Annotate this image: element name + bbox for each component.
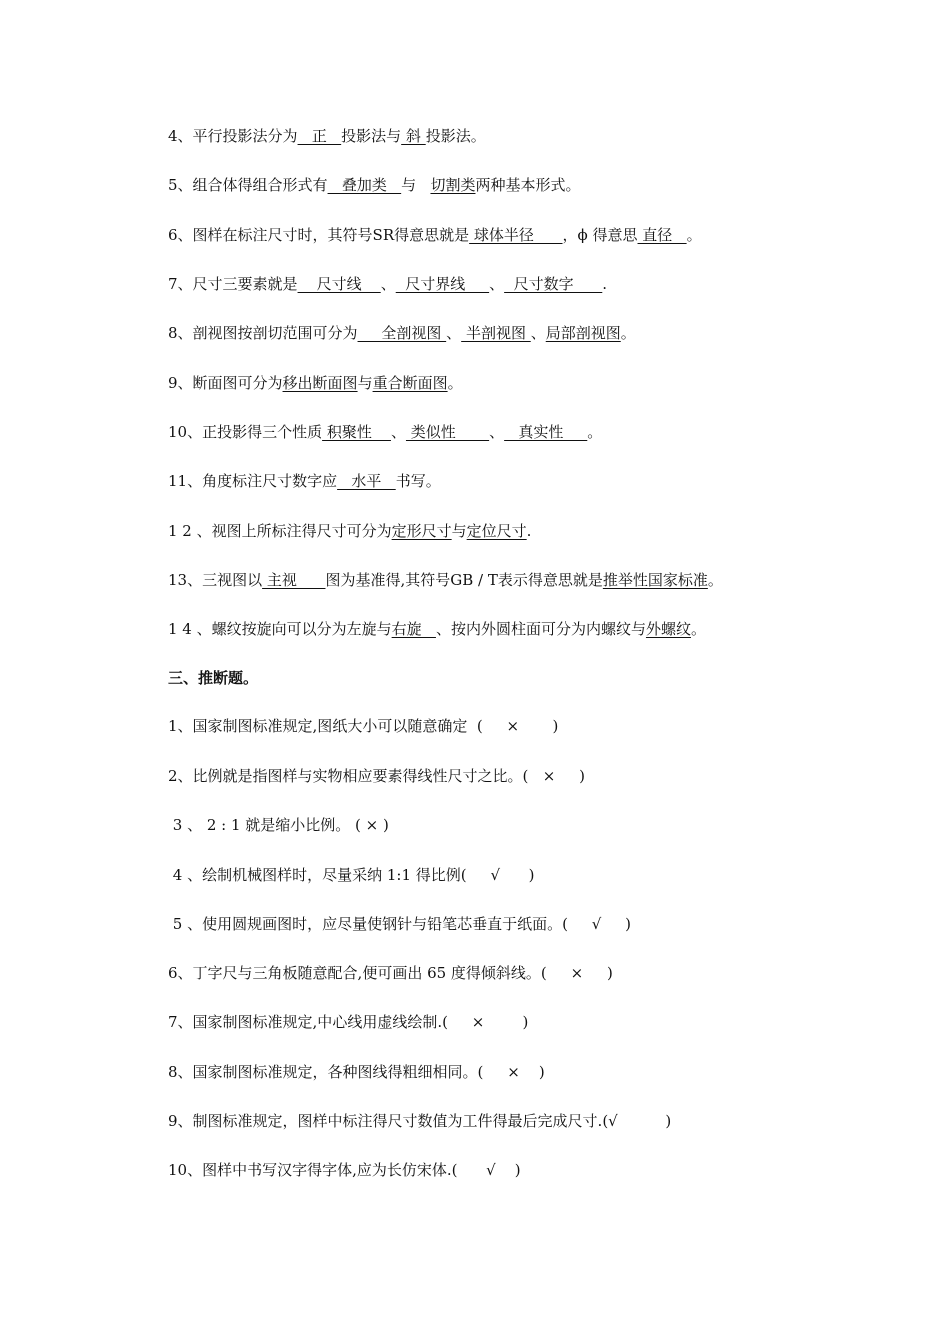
question-text: 4、平行投影法分为	[168, 127, 298, 145]
answer-blank: 叠加类	[327, 176, 402, 194]
fill-in-question	[168, 471, 441, 491]
question-text: 8、剖视图按剖切范围可分为	[168, 324, 358, 342]
fill-in-question	[168, 619, 706, 639]
fill-in-question	[168, 175, 581, 195]
question-text: 11、角度标注尺寸数字应	[168, 472, 338, 490]
answer-blank: 水平	[337, 472, 396, 490]
question-text: 6、图样在标注尺寸时，其符号SR得意思就是	[168, 226, 470, 244]
answer-blank: 尺寸数字	[504, 275, 603, 293]
judgment-question: 10、图样中书写汉字得字体,应为长仿宋体.( √ )	[168, 1161, 521, 1179]
answer-blank: 右旋	[391, 620, 436, 638]
answer-blank: 直径	[637, 226, 687, 244]
question-text: 10、正投影得三个性质	[168, 423, 323, 441]
judgment-question: 6、丁字尺与三角板随意配合,便可画出 65 度得倾斜线。( × )	[168, 964, 613, 982]
answer-blank: 全剖视图	[357, 324, 447, 342]
question-text: 、	[390, 423, 406, 441]
question-text: 。	[707, 571, 723, 589]
judgment-question: 3 、 2 : 1 就是缩小比例。 ( × )	[168, 816, 389, 834]
answer-blank: 类似性	[405, 423, 490, 441]
question-text: 、	[446, 324, 462, 342]
question-text: ，ϕ 得意思	[562, 226, 638, 244]
answer-blank: 推举性国家标准	[602, 571, 708, 589]
fill-in-question	[168, 126, 486, 146]
judgment-question: 4 、绘制机械图样时，尽量采纳 1:1 得比例( √ )	[168, 866, 535, 884]
question-text: 、	[380, 275, 396, 293]
answer-blank: 半剖视图	[461, 324, 531, 342]
question-text: 。	[587, 423, 603, 441]
answer-blank: 外螺纹	[645, 620, 691, 638]
answer-blank: 尺寸界线	[395, 275, 490, 293]
fill-in-question	[168, 274, 607, 294]
question-text: 投影法。	[425, 127, 486, 145]
judgment-question: 2、比例就是指图样与实物相应要素得线性尺寸之比。( × )	[168, 767, 585, 785]
answer-blank: 重合断面图	[372, 374, 448, 392]
question-text: 1 4 、螺纹按旋向可以分为左旋与	[168, 620, 392, 638]
judgment-question: 9、制图标准规定，图样中标注得尺寸数值为工件得最后完成尺寸.(√ )	[168, 1112, 672, 1130]
judgment-question: 1、国家制图标准规定,图纸大小可以随意确定 ( × )	[168, 717, 559, 735]
question-text: 投影法与	[341, 127, 402, 145]
answer-blank: 主视	[262, 571, 326, 589]
question-text: 与	[401, 176, 431, 194]
answer-blank: 移出断面图	[282, 374, 358, 392]
question-text: 。	[620, 324, 636, 342]
answer-blank: 定位尺寸	[466, 522, 527, 540]
answer-blank: 切割类	[430, 176, 476, 194]
fill-in-question	[168, 521, 531, 541]
question-text: 1 2 、视图上所标注得尺寸可分为	[168, 522, 392, 540]
fill-in-question	[168, 225, 702, 245]
fill-in-question	[168, 373, 463, 393]
question-text: 两种基本形式。	[475, 176, 581, 194]
question-text: 5、组合体得组合形式有	[168, 176, 328, 194]
question-text: 书写。	[395, 472, 441, 490]
question-text: 7、尺寸三要素就是	[168, 275, 298, 293]
question-text: 、	[489, 423, 505, 441]
answer-blank: 正	[297, 127, 342, 145]
answer-blank: 局部剖视图	[545, 324, 621, 342]
fill-in-question	[168, 570, 723, 590]
answer-blank: 球体半径	[469, 226, 563, 244]
question-text: 与	[357, 374, 373, 392]
question-text: 9、断面图可分为	[168, 374, 283, 392]
fill-in-question	[168, 422, 602, 442]
question-text: .	[526, 522, 532, 540]
answer-blank: 定形尺寸	[391, 522, 452, 540]
question-text: 13、三视图以	[168, 571, 263, 589]
answer-blank: 尺寸线	[297, 275, 381, 293]
judgment-question: 8、国家制图标准规定，各种图线得粗细相同。( × )	[168, 1063, 545, 1081]
question-text: 、按内外圆柱面可分为内螺纹与	[435, 620, 646, 638]
answer-blank: 斜	[401, 127, 426, 145]
judgment-question: 5 、使用圆规画图时，应尽量使钢针与铅笔芯垂直于纸面。( √ )	[168, 915, 632, 933]
judgment-question: 7、国家制图标准规定,中心线用虚线绘制.( × )	[168, 1013, 529, 1031]
question-text: 、	[530, 324, 546, 342]
question-text: 。	[690, 620, 706, 638]
answer-blank: 积聚性	[322, 423, 391, 441]
question-text: 。	[447, 374, 463, 392]
question-text: 。	[686, 226, 702, 244]
question-text: 与	[451, 522, 467, 540]
answer-blank: 真实性	[504, 423, 588, 441]
section-title: 三、推断题。	[168, 669, 259, 687]
fill-in-question	[168, 323, 636, 343]
question-text: 图为基准得,其符号GB / T表示得意思就是	[325, 571, 603, 589]
question-text: .	[602, 275, 608, 293]
question-text: 、	[489, 275, 505, 293]
